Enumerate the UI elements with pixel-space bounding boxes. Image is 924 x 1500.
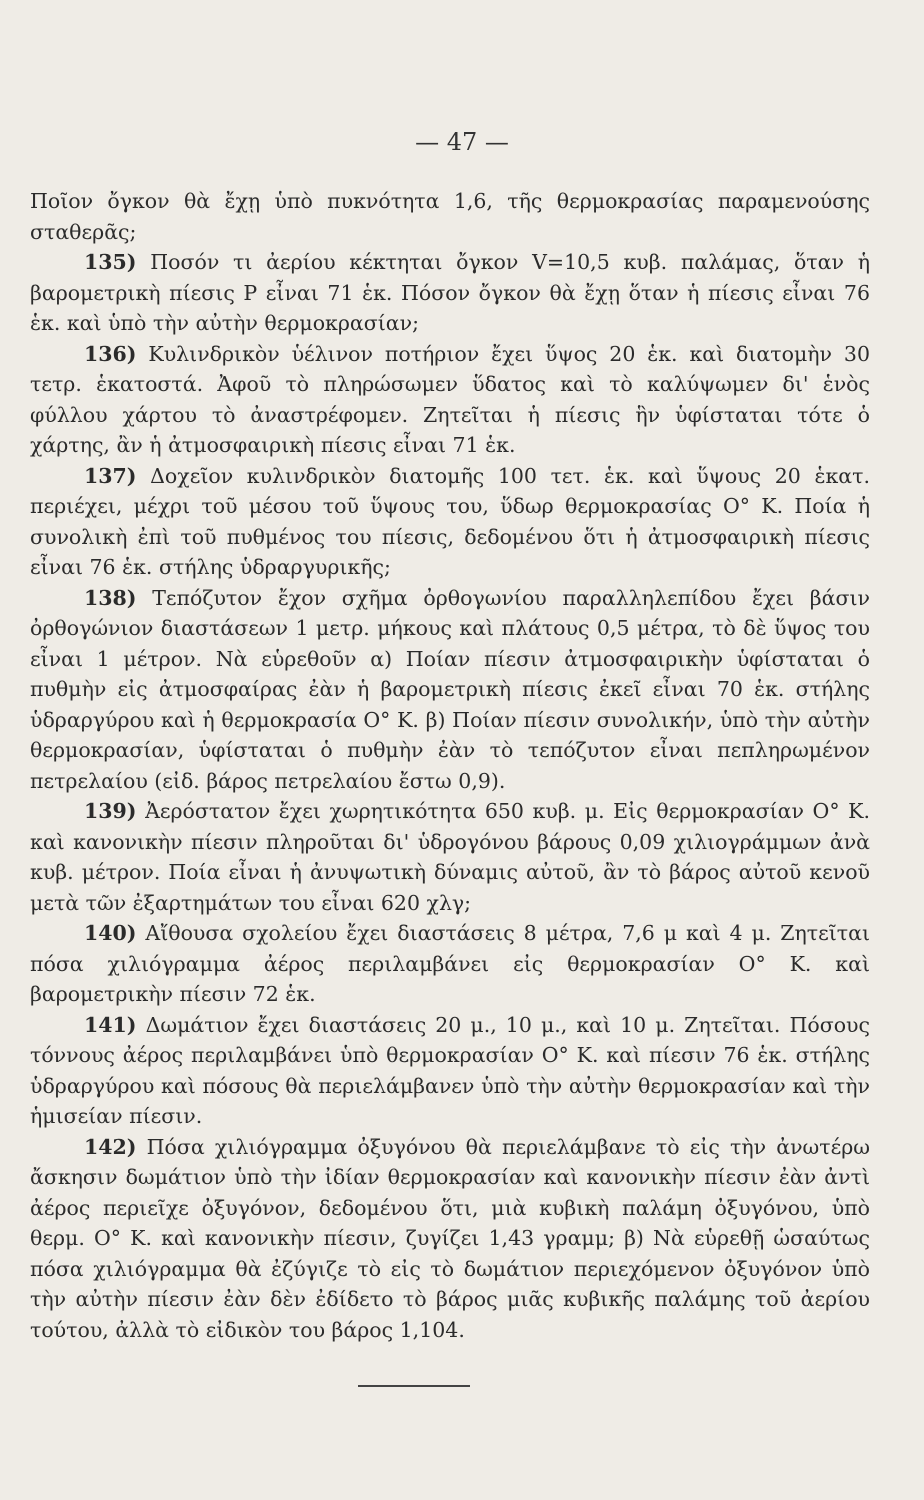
exercise-137: [30, 461, 870, 583]
exercise-number: 137): [84, 463, 137, 488]
exercise-140: [30, 918, 870, 1010]
exercise-139: [30, 796, 870, 918]
paragraph-text: Αἴθουσα σχολείου ἔχει διαστάσεις 8 μέτρα, 7,6 μ καὶ 4 μ. Ζητεῖται πόσα χιλιόγραμμα ἀέρος περιλαμβάνει εἰς θερμοκρασίαν O° K. καὶ βαρομετρικὴν πίεσιν 72 ἑκ.: [30, 921, 870, 1006]
exercise-number: 142): [84, 1134, 137, 1159]
exercise-number: 140): [84, 921, 137, 945]
paragraph-text: Δωμάτιον ἔχει διαστάσεις 20 μ., 10 μ., καὶ 10 μ. Ζητεῖται. Πόσους τόννους ἀέρος περιλαμβάνει ὑπὸ θερμοκρασίαν O° K. καὶ πίεσιν 76 ἑκ. στήλης ὑδραργύρου καὶ πόσους θὰ περιελάμβανεν ὑπὸ τὴν αὐτὴν θερμοκρασίαν καὶ τὴν ἡμισείαν πίεσιν.: [30, 1012, 870, 1128]
end-rule: [358, 1385, 470, 1387]
exercise-138: [30, 583, 870, 797]
exercise-number: 138): [84, 585, 137, 610]
paragraph-text: Ποῖον ὄγκον θὰ ἔχῃ ὑπὸ πυκνότητα 1,6, τῆς θερμοκρασίας παραμενούσης σταθερᾶς;: [30, 189, 870, 244]
paragraph: [30, 186, 870, 247]
paragraph-text: Ἀερόστατον ἔχει χωρητικότητα 650 κυβ. μ. Εἰς θερμοκρασίαν O° K. καὶ κανονικὴν πίεσιν πληροῦται δι' ὑδρογόνου βάρους 0,09 χιλιογράμμων ἀνὰ κυβ. μέτρον. Ποία εἶναι ἡ ἀνυψωτικὴ δύναμις αὐτοῦ, ἂν τὸ βάρος αὐτοῦ κενοῦ μετὰ τῶν ἐξαρτημάτων του εἶναι 620 χλγ;: [30, 799, 870, 915]
exercise-number: 135): [84, 250, 137, 274]
paragraph-text: Κυλινδρικὸν ὑέλινον ποτήριον ἔχει ὕψος 20 ἑκ. καὶ διατομὴν 30 τετρ. ἑκατοστά. Ἀφοῦ τὸ πληρώσωμεν ὕδατος καὶ τὸ καλύψωμεν δι' ἑνὸς φύλλου χάρτου τὸ ἀναστρέφομεν. Ζητεῖται ἡ πίεσις ἣν ὑφίσταται τότε ὁ χάρτης, ἂν ἡ ἀτμοσφαιρικὴ πίεσις εἶναι 71 ἑκ.: [30, 341, 870, 457]
exercise-number: 141): [84, 1012, 137, 1037]
exercise-142: [30, 1132, 870, 1346]
exercise-number: 136): [84, 341, 137, 366]
exercise-number: 139): [84, 799, 137, 823]
exercise-135: [30, 247, 870, 339]
page-body: [30, 186, 870, 1345]
paragraph-text: Δοχεῖον κυλινδρικὸν διατομῆς 100 τετ. ἑκ. καὶ ὕψους 20 ἑκατ. περιέχει, μέχρι τοῦ μέσου τοῦ ὕψους του, ὕδωρ θερμοκρασίας O° K. Ποία ἡ συνολικὴ ἐπὶ τοῦ πυθμένος του πίεσις, δεδομένου ὅτι ἡ ἀτμοσφαιρικὴ πίεσις εἶναι 76 ἑκ. στήλης ὑδραργυρικῆς;: [30, 463, 870, 579]
exercise-136: [30, 339, 870, 461]
exercise-141: [30, 1010, 870, 1132]
paragraph-text: Πόσα χιλιόγραμμα ὀξυγόνου θὰ περιελάμβανε τὸ εἰς τὴν ἀνωτέρω ἄσκησιν δωμάτιον ὑπὸ τὴν ἰδίαν θερμοκρασίαν καὶ κανονικὴν πίεσιν ἐὰν ἀντὶ ἀέρος περιεῖχε ὀξυγόνον, δεδομένου ὅτι, μιὰ κυβικὴ παλάμη ὀξυγόνου, ὑπὸ θερμ. O° K. καὶ κανονικὴν πίεσιν, ζυγίζει 1,43 γραμμ; β) Νὰ εὑρεθῇ ὡσαύτως πόσα χιλιόγραμμα θὰ ἐζύγιζε τὸ εἰς τὸ δωμάτιον περιεχόμενον ὀξυγόνον ὑπὸ τὴν αὐτὴν πίεσιν ἐὰν δὲν ἐδίδετο τὸ βάρος μιᾶς κυβικῆς παλάμης τοῦ ἀερίου τούτου, ἀλλὰ τὸ εἰδικὸν του βάρος 1,104.: [30, 1134, 870, 1342]
paragraph-text: Ποσόν τι ἀερίου κέκτηται ὄγκον V=10,5 κυβ. παλάμας, ὅταν ἡ βαρομετρικὴ πίεσις P εἶναι 71 ἑκ. Πόσον ὄγκον θὰ ἔχῃ ὅταν ἡ πίεσις εἶναι 76 ἑκ. καὶ ὑπὸ τὴν αὐτὴν θερμοκρασίαν;: [30, 250, 870, 335]
page-number: — 47 —: [415, 128, 509, 156]
paragraph-text: Τεπόζυτον ἔχον σχῆμα ὀρθογωνίου παραλληλεπίδου ἔχει βάσιν ὀρθογώνιον διαστάσεων 1 μετρ. μήκους καὶ πλάτους 0,5 μέτρα, τὸ δὲ ὕψος του εἶναι 1 μέτρον. Νὰ εὑρεθοῦν α) Ποίαν πίεσιν ἀτμοσφαιρικὴν ὑφίσταται ὁ πυθμὴν εἰς ἀτμοσφαίρας ἐὰν ἡ βαρομετρικὴ πίεσις ἐκεῖ εἶναι 70 ἑκ. στήλης ὑδραργύρου καὶ ἡ θερμοκρασία O° K. β) Ποίαν πίεσιν συνολικήν, ὑπὸ τὴν αὐτὴν θερμοκρασίαν, ὑφίσταται ὁ πυθμὴν ἐὰν τὸ τεπόζυτον εἶναι πεπληρωμένον πετρελαίου (εἰδ. βάρος πετρελαίου ἔστω 0,9).: [30, 585, 870, 793]
